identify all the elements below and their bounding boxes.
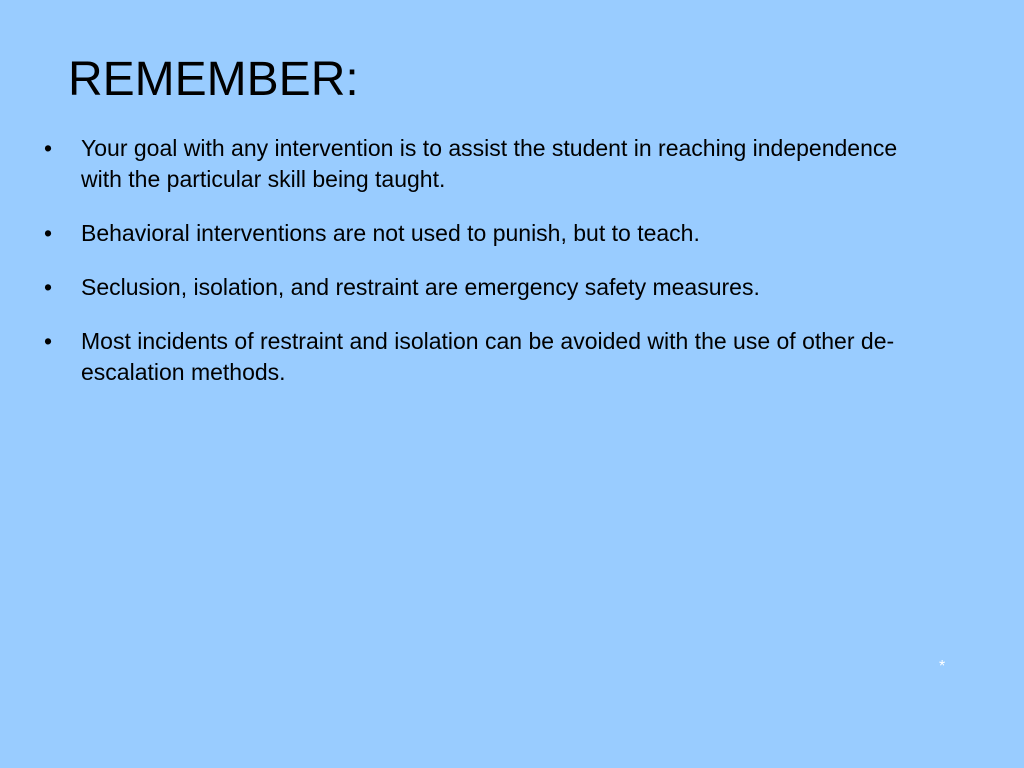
- bullet-icon: •: [44, 274, 53, 300]
- bullet-item: [44, 133, 904, 195]
- bullet-list: [44, 133, 904, 411]
- bullet-text: Your goal with any intervention is to assist the student in reaching independence with the particular skill being taught.: [81, 135, 898, 192]
- slide-title: REMEMBER:: [68, 53, 359, 106]
- bullet-icon: •: [44, 135, 53, 161]
- bullet-text: Most incidents of restraint and isolation can be avoided with the use of other de-escalation methods.: [81, 328, 895, 385]
- bullet-item: [44, 272, 904, 303]
- bullet-item: [44, 218, 904, 249]
- bullet-icon: •: [44, 328, 53, 354]
- footer-marker: *: [939, 658, 946, 675]
- bullet-icon: •: [44, 220, 53, 246]
- bullet-item: [44, 326, 904, 388]
- bullet-text: Seclusion, isolation, and restraint are emergency safety measures.: [81, 274, 760, 300]
- bullet-text: Behavioral interventions are not used to punish, but to teach.: [81, 220, 700, 246]
